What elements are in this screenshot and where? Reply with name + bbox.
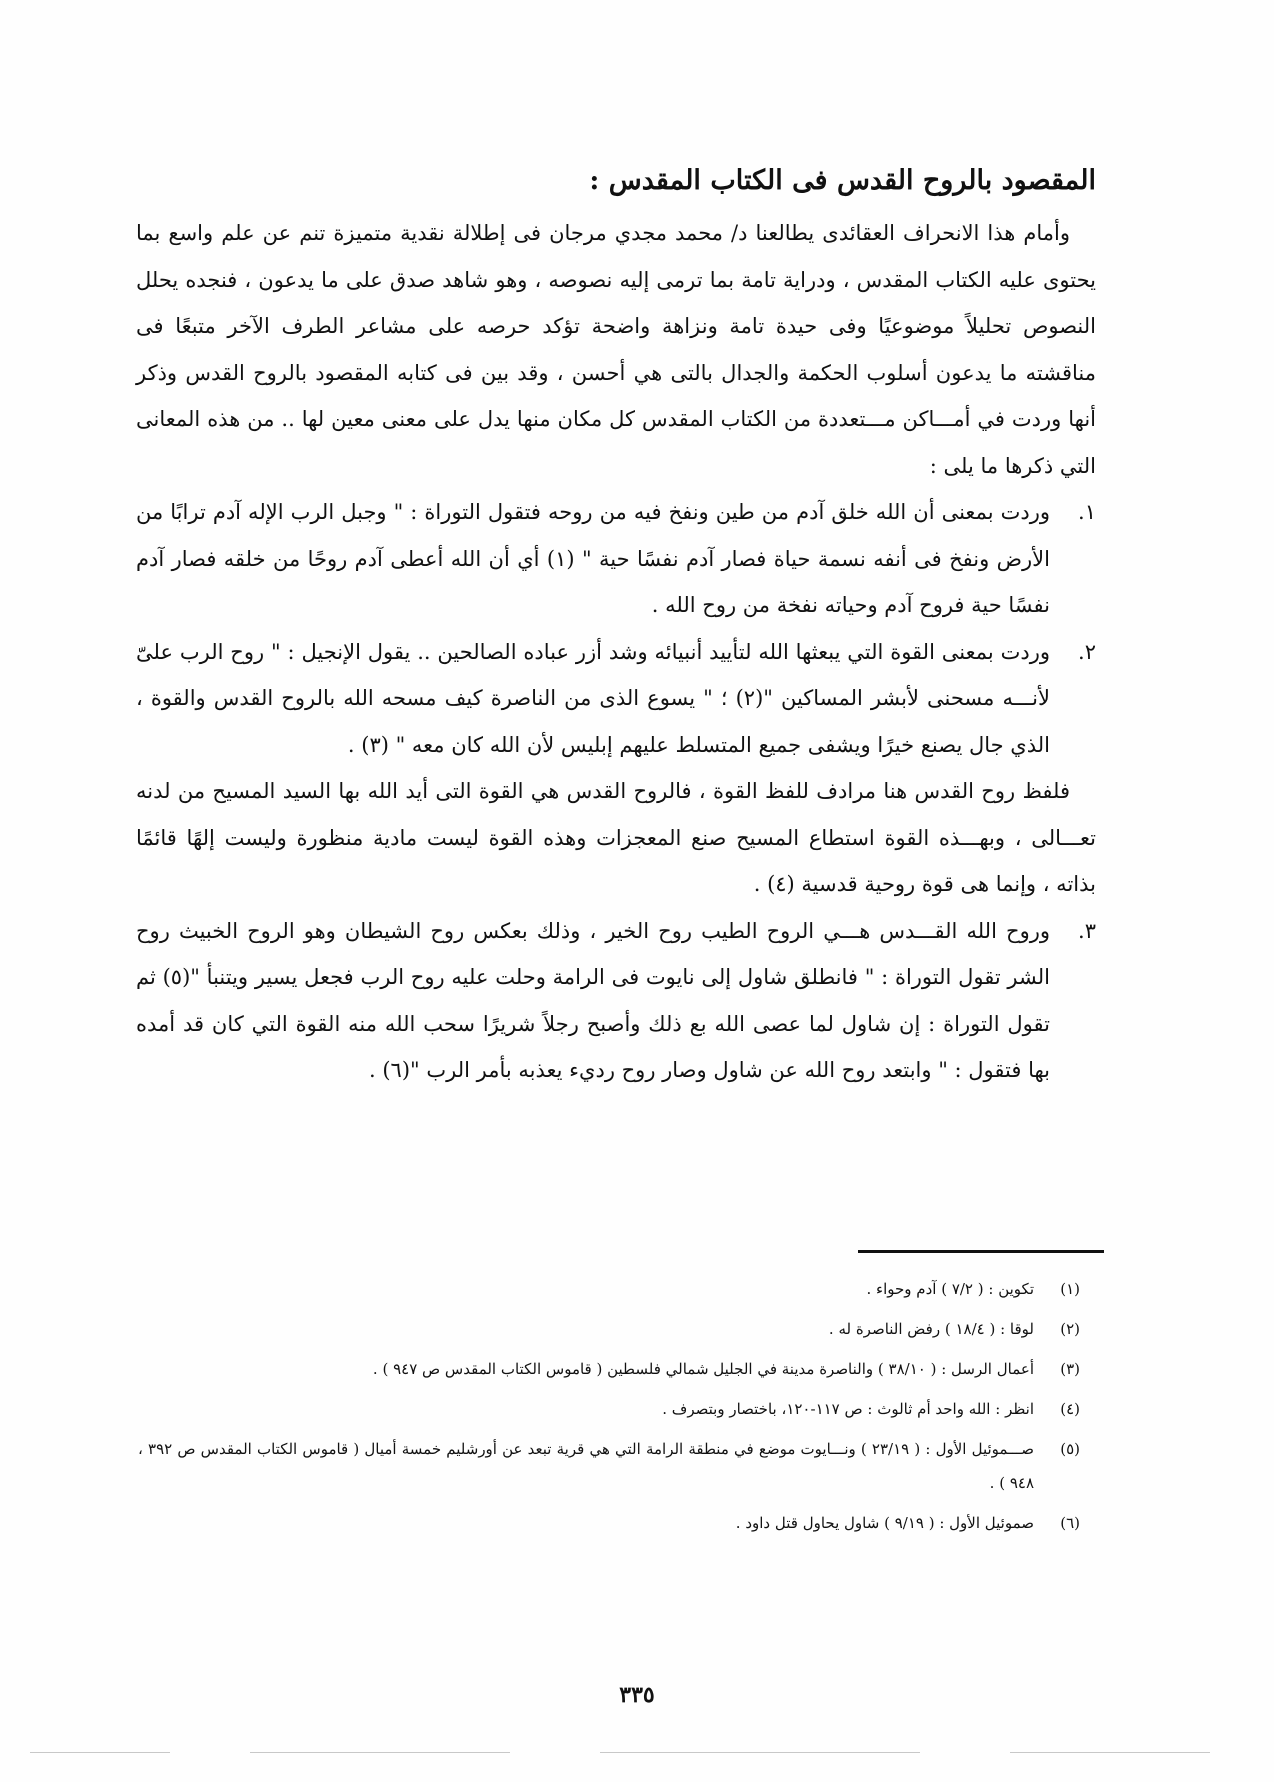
scan-artifact-line [30,1752,170,1753]
footnote [138,1432,1080,1500]
footnote-number: (٢) [1060,1320,1080,1338]
footnote-text: انظر : الله واحد أم ثالوث : ص ١١٧-١٢٠، باختصار وبتصرف . [662,1400,1034,1418]
footnote-number: (٣) [1060,1360,1080,1378]
numbered-item-1 [136,489,1096,629]
main-text [136,160,1096,1094]
scan-artifact-line [1010,1752,1210,1753]
item-text: وردت بمعنى أن الله خلق آدم من طين ونفخ فيه من روحه فتقول التوراة : " وجبل الرب الإله آدم ترابًا من الأرض ونفخ فى أنفه نسمة حياة فصار آدم نفسًا حية " (١) أي أن الله أعطى آدم روحًا من خلقه فصار آدم نفسًا حية فروح آدم وحياته نفخة من روح الله . [136,500,1050,617]
footnote-number: (٦) [1060,1514,1080,1532]
footnote [138,1392,1080,1426]
page-number: ٣٣٥ [619,1682,655,1708]
item-text: وروح الله القـــدس هـــي الروح الطيب روح الخير ، وذلك بعكس روح الشيطان وهو الروح الخبيث روح الشر تقول التوراة : " فانطلق شاول إلى نايوت فى الرامة وحلت عليه روح الرب فجعل يسير ويتنبأ "(٥) ثم تقول التوراة : إن شاول لما عصى الله بع ذلك وأصبح رجلاً شريرًا سحب الله منه القوة التي كان قد أمده بها فتقول : " وابتعد روح الله عن شاول وصار روح رديء يعذبه بأمر الرب "(٦) . [136,918,1050,1082]
footnote-number: (١) [1060,1280,1080,1298]
scan-artifact-line [600,1752,920,1753]
footnote-text: صـــموئيل الأول : ( ٢٣/١٩ ) ونـــايوت موضع في منطقة الرامة التي هي قرية تبعد عن أورشليم خمسة أميال ( قاموس الكتاب المقدس ص ٣٩٢ ، ٩٤٨ ) . [138,1440,1035,1492]
numbered-item-3 [136,908,1096,1094]
footnote [138,1312,1080,1346]
footnote-text: لوقا : ( ١٨/٤ ) رفض الناصرة له . [828,1320,1034,1338]
item-number: ٣. [1078,918,1096,943]
numbered-item-2 [136,629,1096,769]
intro-paragraph: وأمام هذا الانحراف العقائدى يطالعنا د/ محمد مجدي مرجان فى إطلالة نقدية متميزة تنم عن علم واسع بما يحتوى عليه الكتاب المقدس ، ودراية تامة بما ترمى إليه نصوصه ، وهو شاهد صدق على ما يدعون ، فنجده يحلل النصوص تحليلاً موضوعيًا وفى حيدة تامة ونزاهة واضحة تؤكد حرصه على مشاعر الطرف الآخر متبعًا فى مناقشته ما يدعون أسلوب الحكمة والجدال بالتى هي أحسن ، وقد بين فى كتابه المقصود بالروح القدس وذكر أنها وردت في أمـــاكن مـــتعددة من الكتاب المقدس كل مكان منها يدل على معنى معين لها .. من هذه المعانى التي ذكرها ما يلى : [136,221,1096,478]
scan-artifact-line [250,1752,510,1753]
footnote-text: تكوين : ( ٧/٢ ) آدم وحواء . [866,1280,1034,1298]
footnote-text: صموئيل الأول : ( ٩/١٩ ) شاول يحاول قتل داود . [735,1514,1034,1532]
item-number: ٢. [1078,639,1096,664]
section-heading: المقصود بالروح القدس فى الكتاب المقدس : [589,165,1096,196]
footnote [138,1272,1080,1306]
footnote [138,1506,1080,1540]
footnote [138,1352,1080,1386]
footnotes [138,1272,1080,1546]
footnote-number: (٥) [1060,1440,1080,1458]
middle-paragraph: فلفظ روح القدس هنا مرادف للفظ القوة ، فالروح القدس هي القوة التى أيد الله بها السيد المسيح من لدنه تعـــالى ، وبهـــذه القوة استطاع المسيح صنع المعجزات وهذه القوة ليست مادية منظورة وليست إلهًا قائمًا بذاته ، وإنما هى قوة روحية قدسية (٤) . [136,779,1096,896]
footnote-text: أعمال الرسل : ( ٣٨/١٠ ) والناصرة مدينة في الجليل شمالي فلسطين ( قاموس الكتاب المقدس ص ٩٤٧ ) . [372,1360,1034,1378]
footnote-number: (٤) [1060,1400,1080,1418]
item-number: ١. [1078,500,1096,524]
footnote-separator [858,1250,1104,1253]
item-text: وردت بمعنى القوة التي يبعثها الله لتأييد أنبيائه وشد أزر عباده الصالحين .. يقول الإنجيل : " روح الرب علىّ لأنـــه مسحنى لأبشر المساكين "(٢) ؛ " يسوع الذى من الناصرة كيف مسحه الله بالروح القدس والقوة ، الذي جال يصنع خيرًا ويشفى جميع المتسلط عليهم إبليس لأن الله كان معه " (٣) . [136,639,1051,757]
